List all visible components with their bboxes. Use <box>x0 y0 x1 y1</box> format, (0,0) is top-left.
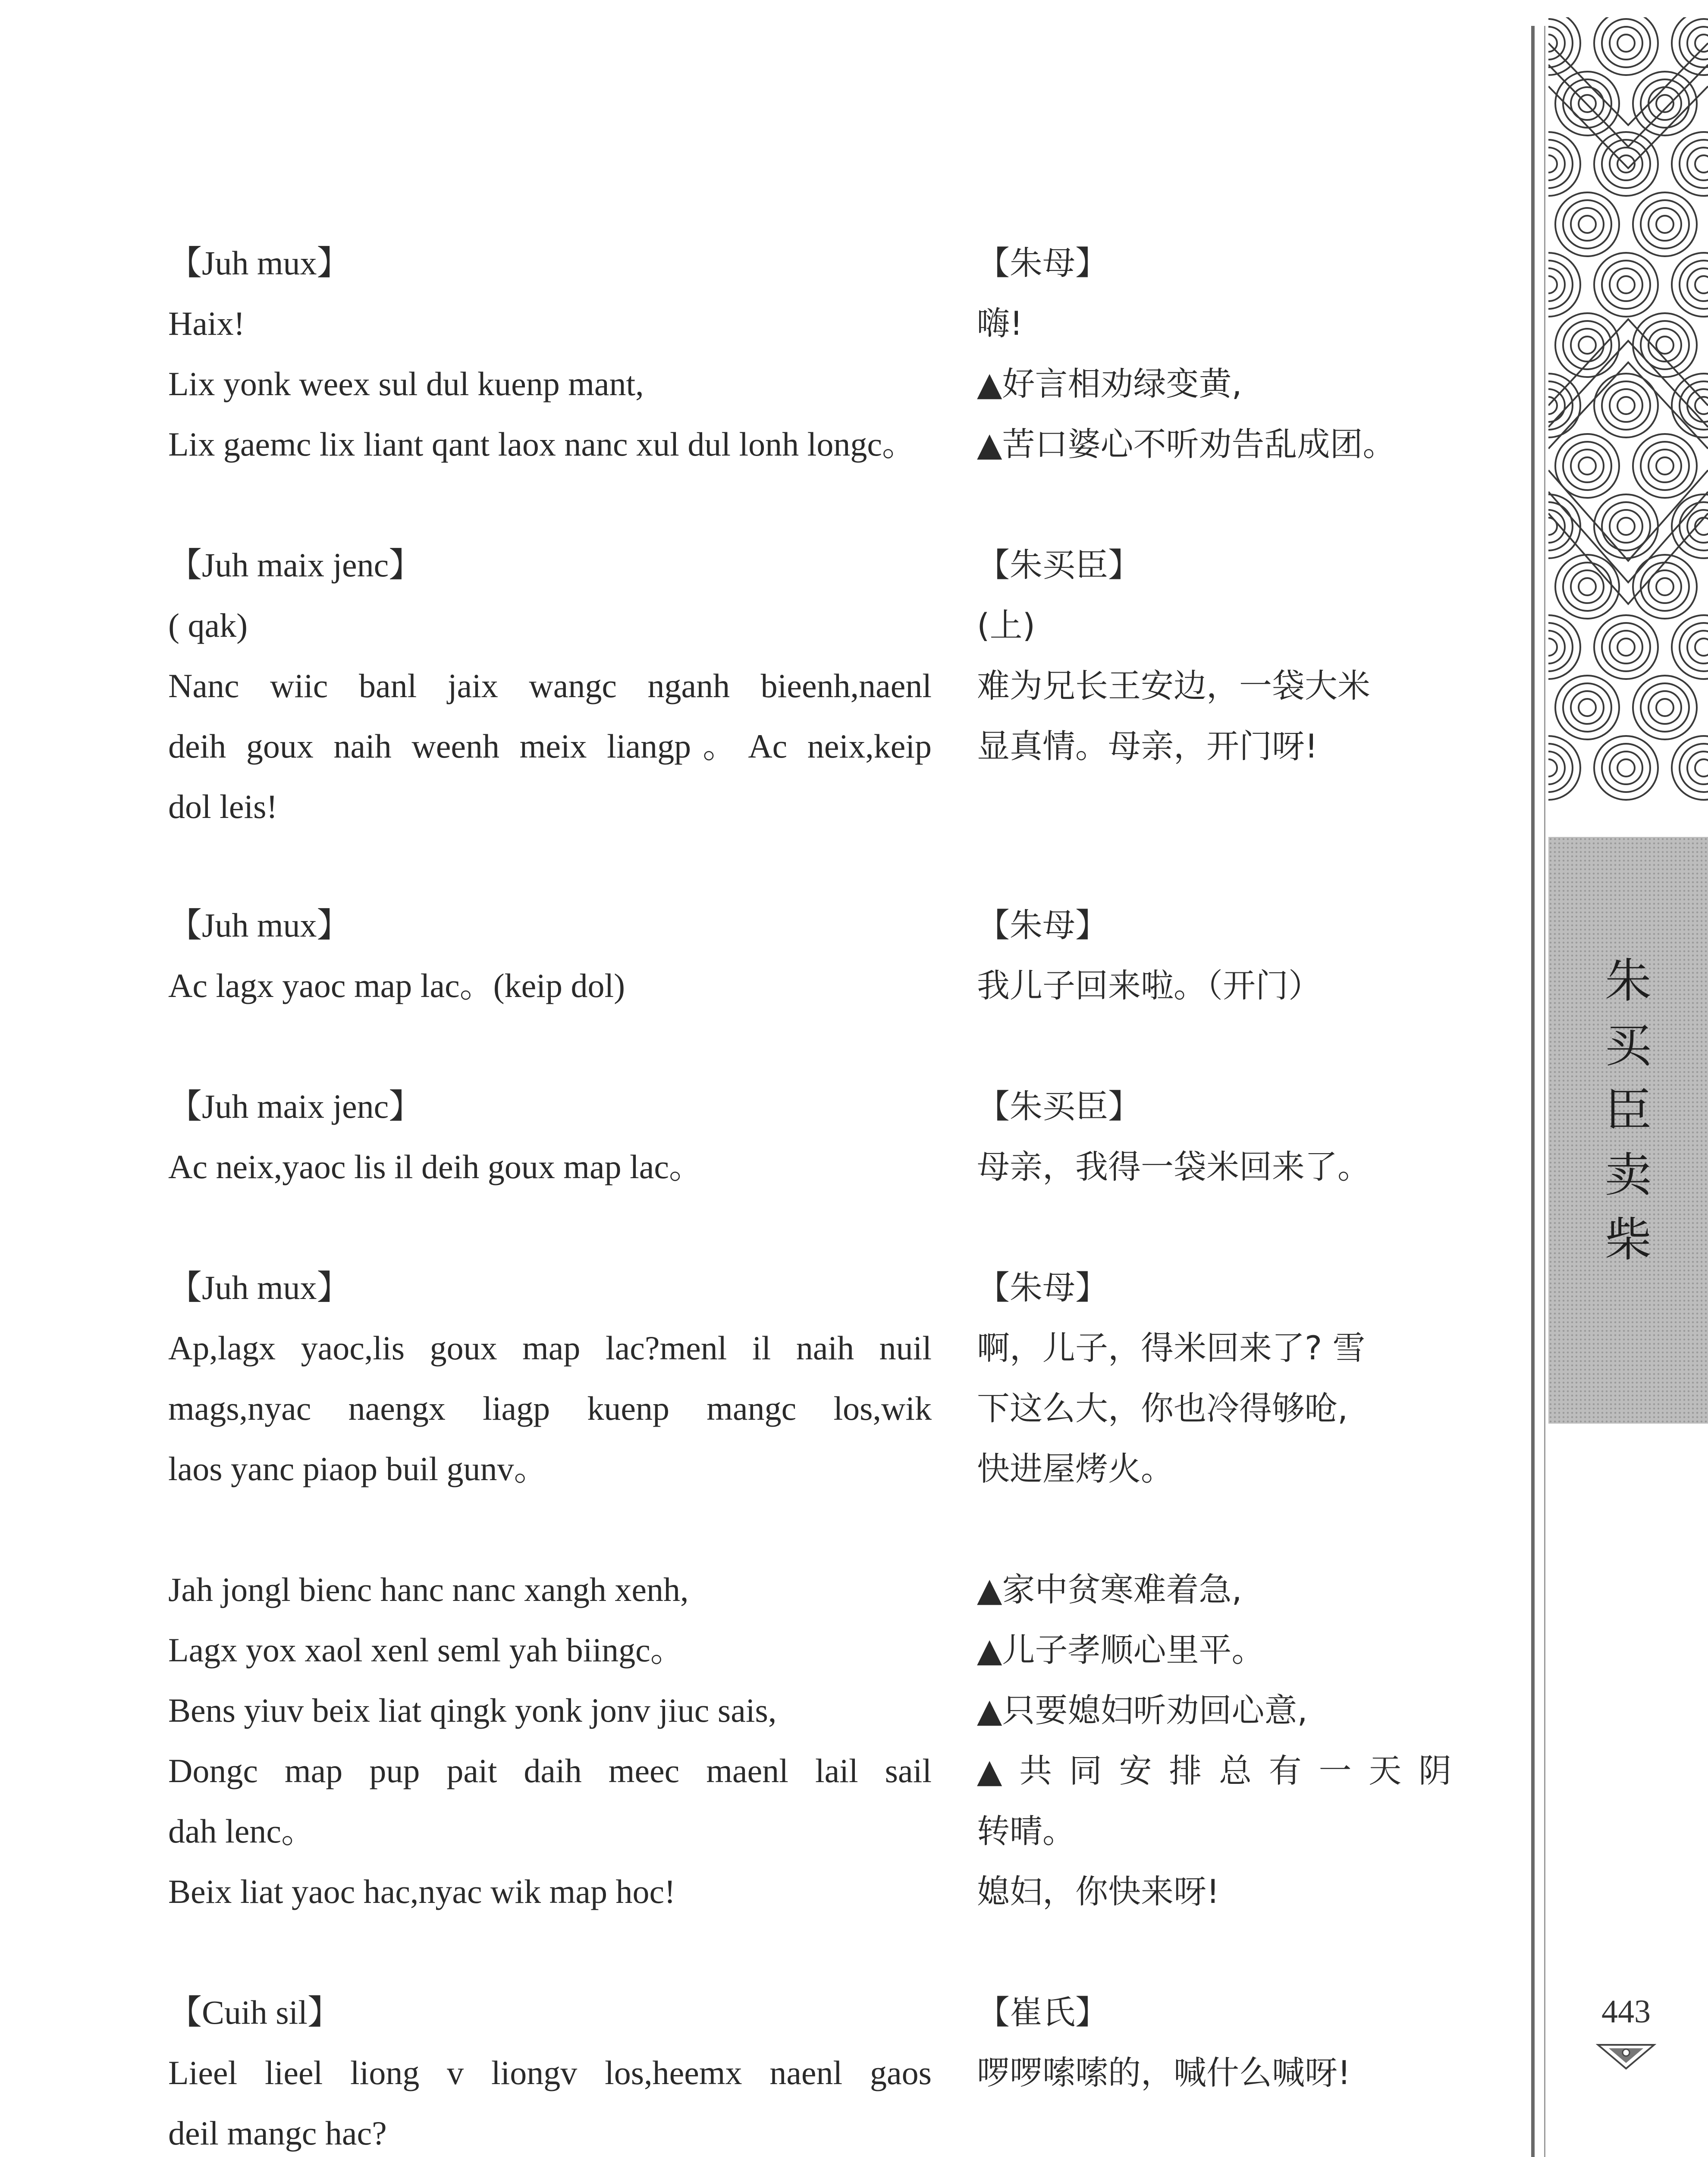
page-number: 443 <box>1601 1993 1651 2030</box>
text-line: Beix liat yaoc hac,nyac wik map hoc! <box>168 1873 676 1910</box>
wave-pattern-decoration <box>1548 17 1708 824</box>
text-line: ▲只要媳妇听劝回心意, <box>977 1691 1308 1729</box>
text-line: ▲儿子孝顺心里平。 <box>977 1631 1265 1669</box>
speaker-label: 【崔氏】 <box>977 1993 1108 2031</box>
text-line: Lix yonk weex sul dul kuenp mant, <box>168 365 644 402</box>
text-line: Lix gaemc lix liant qant laox nanc xul dul lonh longc。 <box>168 425 916 463</box>
text-line: 啊，儿子，得米回来了? 雪 <box>977 1329 1366 1367</box>
text-line: Jah jongl bienc hanc nanc xangh xenh, <box>168 1571 689 1608</box>
speaker-label: 【朱买臣】 <box>977 546 1141 584</box>
text-line: ▲家中贫寒难着急, <box>977 1570 1242 1609</box>
speaker-label: 【Juh mux】 <box>168 1269 351 1306</box>
text-line: ( qak) <box>168 607 248 644</box>
text-line: Haix! <box>168 305 245 342</box>
text-line: ▲苦口婆心不听劝告乱成团。 <box>977 425 1396 463</box>
text-line: deil mangc hac? <box>168 2114 387 2152</box>
text-line: Bens yiuv beix liat qingk yonk jonv jiuc sais, <box>168 1692 777 1729</box>
speaker-label: 【Cuih sil】 <box>168 1993 341 2031</box>
text-line: laos yanc piaop buil gunv。 <box>168 1450 548 1487</box>
title-char: 臣 <box>1604 1084 1651 1138</box>
text-line: mags,nyac naengx liagp kuenp mangc los,wik <box>168 1390 932 1427</box>
text-line: 转晴。 <box>977 1812 1075 1850</box>
dialogue-block <box>977 1258 1451 1499</box>
speaker-label: 【Juh mux】 <box>168 906 351 944</box>
dialogue-block <box>977 1982 1451 2103</box>
text-line: Lieel lieel liong v liongv los,heemx naenl gaos <box>168 2054 932 2091</box>
verse-block <box>977 1560 1451 1922</box>
text-line: 下这么大，你也冷得够呛, <box>977 1389 1348 1428</box>
text-line: Nanc wiic banl jaix wangc nganh bieenh,naenl <box>168 667 932 704</box>
text-line: Ac neix,yaoc lis il deih goux map lac。 <box>168 1148 703 1185</box>
dialogue-block <box>977 535 1451 777</box>
dialogue-block <box>168 1076 932 1197</box>
dialogue-block <box>168 233 932 475</box>
verse-block <box>168 1560 932 1922</box>
dialogue-block <box>168 895 932 1016</box>
margin-rule <box>1544 26 1545 2157</box>
page-ornament-icon <box>1596 2041 1656 2071</box>
speaker-label: 【Juh maix jenc】 <box>168 1088 423 1125</box>
dialogue-block <box>168 535 932 837</box>
dialogue-block <box>977 1076 1451 1197</box>
dialogue-block <box>977 895 1451 1016</box>
speaker-label: 【朱母】 <box>977 244 1108 282</box>
speaker-label: 【朱母】 <box>977 906 1108 944</box>
dialogue-block <box>977 233 1451 475</box>
chapter-title-band <box>1548 837 1708 1424</box>
title-char: 买 <box>1604 1019 1651 1073</box>
text-line: 母亲，我得一袋米回来了。 <box>977 1148 1370 1186</box>
text-line: dah lenc。 <box>168 1812 315 1850</box>
dialogue-block <box>168 1982 932 2157</box>
text-line: Lagx yox xaol xenl seml yah biingc。 <box>168 1631 684 1669</box>
speaker-label: 【Juh maix jenc】 <box>168 546 423 584</box>
title-char: 朱 <box>1604 954 1651 1008</box>
text-line: 显真情。母亲，开门呀! <box>977 727 1318 765</box>
text-line: Dongc map pup pait daih meec maenl lail sail <box>168 1752 932 1789</box>
text-line: 快进屋烤火。 <box>977 1450 1174 1488</box>
dialogue-block <box>168 1258 932 1499</box>
speaker-label: 【朱买臣】 <box>977 1087 1141 1126</box>
text-line: deih goux naih weenh meix liangp。Ac neix,keip <box>168 727 932 765</box>
speaker-label: 【Juh mux】 <box>168 244 351 282</box>
text-line: (上) <box>977 606 1036 645</box>
speaker-label: 【朱母】 <box>977 1268 1108 1307</box>
text-line: Ac lagx yaoc map lac。(keip dol) <box>168 967 625 1004</box>
text-line: 啰啰嗦嗦的，喊什么喊呀! <box>977 2053 1351 2092</box>
text-line: dol leis! <box>168 788 278 825</box>
text-line: Ap,lagx yaoc,lis goux map lac?menl il naih nuil <box>168 1329 932 1367</box>
chapter-title <box>1548 949 1708 1273</box>
text-line: 嗨! <box>977 304 1023 343</box>
text-line: 我儿子回来啦。（开门） <box>977 966 1321 1005</box>
text-line: ▲好言相劝绿变黄, <box>977 365 1242 403</box>
title-char: 卖 <box>1604 1148 1651 1202</box>
title-char: 柴 <box>1604 1213 1651 1267</box>
text-line: 难为兄长王安边，一袋大米 <box>977 667 1370 705</box>
margin-rule <box>1531 26 1535 2157</box>
text-line: 媳妇，你快来呀! <box>977 1872 1220 1911</box>
text-line: ▲共同安排总有一天阴 <box>977 1751 1451 1790</box>
